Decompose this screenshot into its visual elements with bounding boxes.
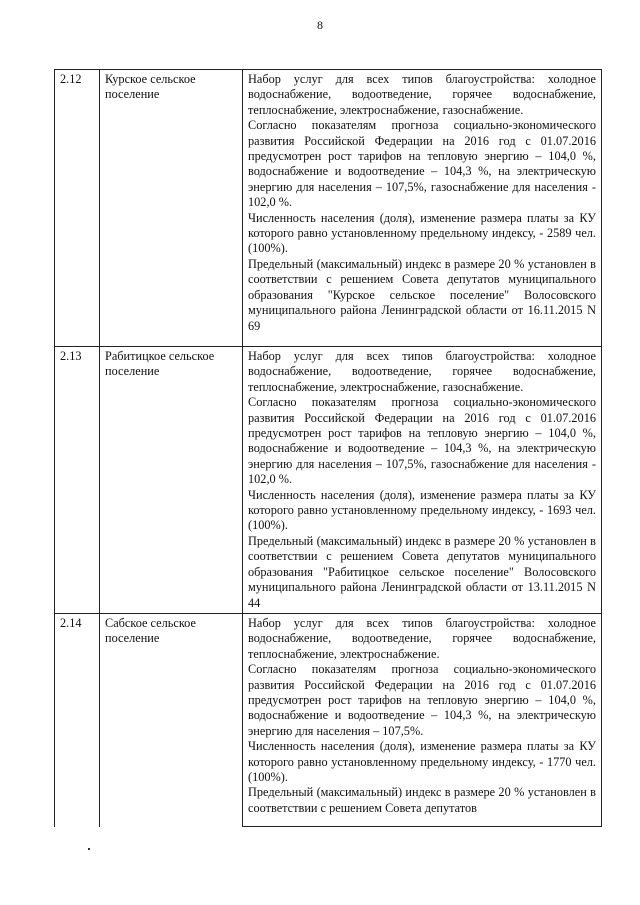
page-number: 8 xyxy=(317,18,323,32)
services-paragraph: Набор услуг для всех типов благоустройства: холодное водоснабжение, водоотведение, горячее водоснабжение, теплоснабжение, электроснабжение, газоснабжение. xyxy=(248,349,596,394)
index-paragraph: Предельный (максимальный) индекс в размере 20 % установлен в соответствии с решением Совета депутатов муниципального образования "Курское сельское поселение" Волосовского муниципального района Ленинградской области от 16.11.2015 N 69 xyxy=(248,256,596,333)
row-number: 2.12 xyxy=(55,70,100,347)
index-paragraph: Предельный (максимальный) индекс в размере 20 % установлен в соответствии с решением Совета депутатов муниципального образования "Рабитицкое сельское поселение" Волосовского муниципального района Ленинградской области от 13.11.2015 N 44 xyxy=(248,533,596,610)
settlement-name: Сабское сельское поселение xyxy=(100,614,243,827)
row-number: 2.13 xyxy=(55,347,100,614)
index-paragraph: Предельный (максимальный) индекс в размере 20 % установлен в соответствии с решением Совета депутатов xyxy=(248,785,596,815)
tariff-table xyxy=(54,69,602,827)
table-row xyxy=(55,614,602,827)
row-description xyxy=(243,614,602,827)
services-paragraph: Набор услуг для всех типов благоустройства: холодное водоснабжение, водоотведение, горячее водоснабжение, теплоснабжение, электроснабжение, газоснабжение. xyxy=(248,72,596,117)
row-description xyxy=(243,70,602,347)
row-number: 2.14 xyxy=(55,614,100,827)
settlement-name: Рабитицкое сельское поселение xyxy=(100,347,243,614)
table-row xyxy=(55,70,602,347)
tariff-growth-paragraph: Согласно показателям прогноза социально-экономического развития Российской Федерации на 2016 год с 01.07.2016 предусмотрен рост тарифов на тепловую энергию – 104,0 %, водоснабжение и водоотведение – 104,3 %, на электрическую энергию для населения – 107,5%, газоснабжение для населения - 102,0 %. xyxy=(248,395,596,487)
tariff-growth-paragraph: Согласно показателям прогноза социально-экономического развития Российской Федерации на 2016 год с 01.07.2016 предусмотрен рост тарифов на тепловую энергию – 104,0 %, водоснабжение и водоотведение – 104,3 %, на электрическую энергию для населения – 107,5%. xyxy=(248,662,596,738)
scan-mark xyxy=(88,848,90,850)
row-description xyxy=(243,347,602,614)
table-row xyxy=(55,347,602,614)
population-paragraph: Численность населения (доля), изменение размера платы за КУ которого равно установленному предельному индексу, - 1693 чел. (100%). xyxy=(248,487,596,533)
population-paragraph: Численность населения (доля), изменение размера платы за КУ которого равно установленному предельному индексу, - 2589 чел. (100%). xyxy=(248,210,596,256)
settlement-name: Курское сельское поселение xyxy=(100,70,243,347)
population-paragraph: Численность населения (доля), изменение размера платы за КУ которого равно установленному предельному индексу, - 1770 чел. (100%). xyxy=(248,739,596,785)
services-paragraph: Набор услуг для всех типов благоустройства: холодное водоснабжение, водоотведение, горячее водоснабжение, теплоснабжение, электроснабжение. xyxy=(248,616,596,661)
tariff-growth-paragraph: Согласно показателям прогноза социально-экономического развития Российской Федерации на 2016 год с 01.07.2016 предусмотрен рост тарифов на тепловую энергию – 104,0 %, водоснабжение и водоотведение – 104,3 %, на электрическую энергию для населения – 107,5%, газоснабжение для населения - 102,0 %. xyxy=(248,118,596,210)
